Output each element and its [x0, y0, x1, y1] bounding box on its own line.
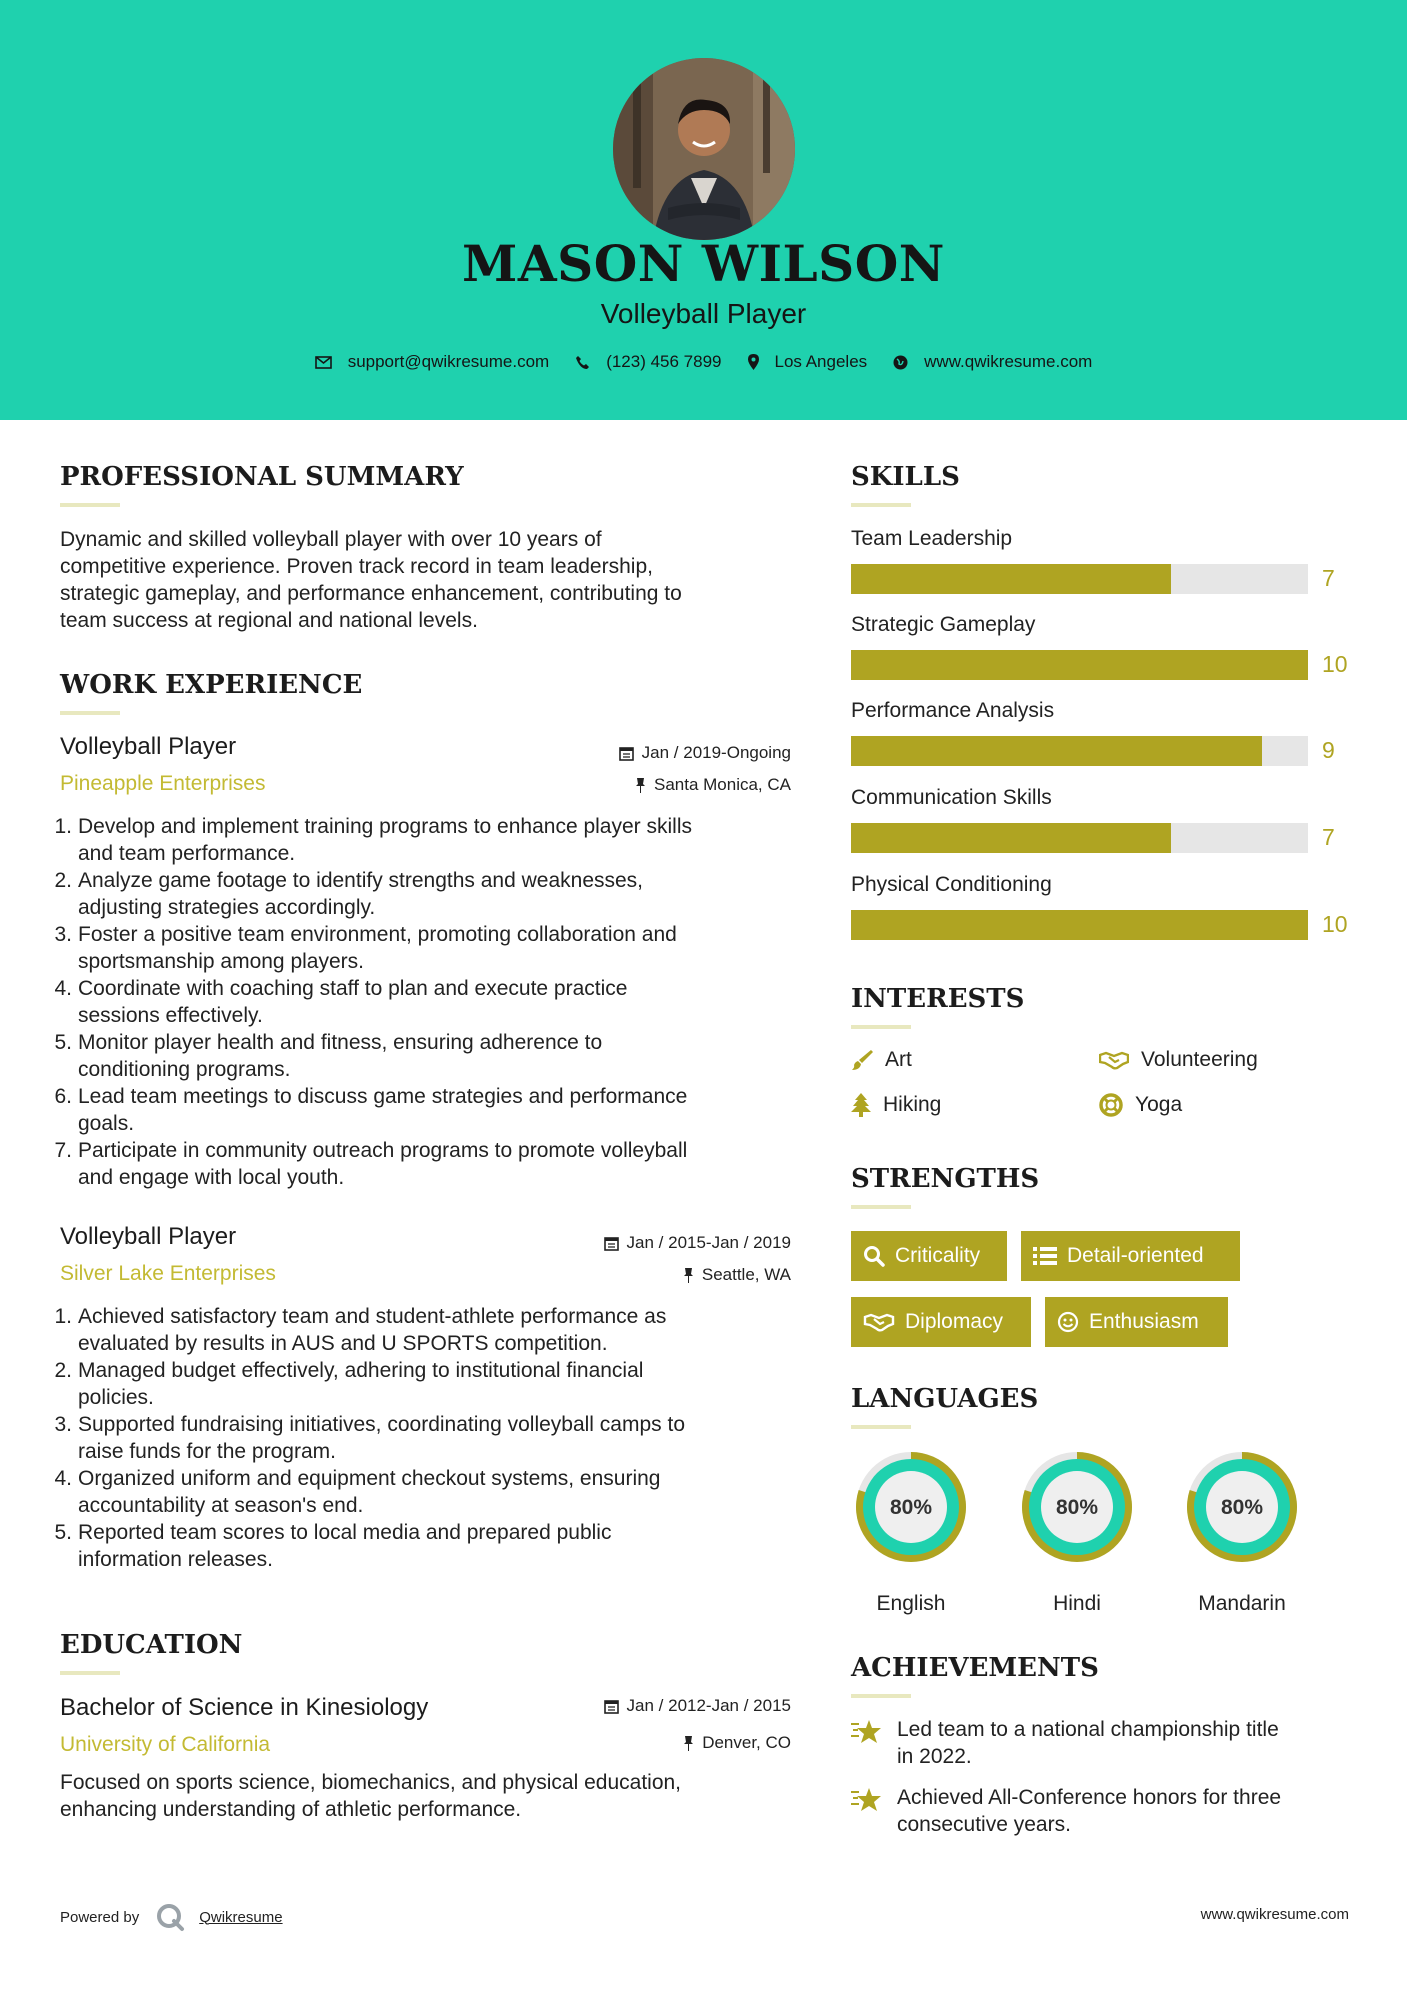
skill-value: 7	[1322, 565, 1335, 591]
education-description	[60, 1769, 820, 1823]
skill-bar-fill	[851, 823, 1171, 853]
language-percent: 80%	[889, 1496, 933, 1519]
skill-bar-track	[851, 564, 1308, 594]
list-item: 1. Develop and implement training programs to enhance player skills and team performance.	[54, 815, 692, 865]
achievement-item	[851, 1716, 1361, 1770]
education-dates	[604, 1696, 791, 1716]
skill-value: 7	[1322, 824, 1335, 850]
list-item: 3. Supported fundraising initiatives, coordinating volleyball camps to raise funds for the program.	[54, 1413, 686, 1463]
skill-bar-fill	[851, 736, 1262, 766]
calendar-icon	[619, 746, 634, 761]
education-location	[683, 1733, 791, 1753]
skills-underline	[851, 503, 911, 507]
achievements-underline	[851, 1694, 911, 1698]
language-name: English	[876, 1592, 946, 1615]
skill-bar-fill	[851, 564, 1171, 594]
handshake-icon	[1099, 1050, 1129, 1070]
list-icon	[1033, 1246, 1057, 1266]
job-title: Volleyball Player	[60, 733, 237, 760]
summary-line: strategic gameplay, and performance enhancement, contributing to	[60, 582, 682, 605]
list-item: 2. Analyze game footage to identify strengths and weaknesses, adjusting strategies accordingly.	[54, 869, 644, 919]
header-banner	[0, 0, 1407, 420]
education-line: enhancing understanding of athletic performance.	[60, 1798, 522, 1821]
experience-heading: WORK EXPERIENCE	[60, 670, 363, 700]
experience-underline	[60, 711, 120, 715]
job-dates-text: Jan / 2019-Ongoing	[641, 743, 791, 762]
language-gauge	[1016, 1446, 1138, 1568]
envelope-icon	[315, 356, 332, 369]
job-dates	[619, 743, 791, 763]
language-percent: 80%	[1055, 1496, 1099, 1519]
strength-chip: Criticality	[851, 1231, 1007, 1281]
location-text: Los Angeles	[774, 352, 868, 371]
phone-text: (123) 456 7899	[606, 352, 722, 371]
school-name: University of California	[60, 1733, 271, 1756]
candidate-name: MASON WILSON	[462, 234, 945, 293]
job-location-text: Seattle, WA	[701, 1265, 791, 1284]
achievement-line: consecutive years.	[897, 1813, 1071, 1836]
star-icon	[851, 1718, 883, 1746]
strength-chip: Enthusiasm	[1045, 1297, 1228, 1347]
list-item: 1. Achieved satisfactory team and student-athlete performance as evaluated by results in AUS and U SPORTS competition.	[54, 1305, 667, 1355]
list-item: 4. Coordinate with coaching staff to plan and execute practice sessions effectively.	[54, 977, 628, 1027]
candidate-title: Volleyball Player	[600, 298, 807, 329]
lifering-icon	[1099, 1093, 1123, 1117]
qwikresume-logo-icon	[155, 1902, 185, 1932]
interest-item: Hiking	[851, 1093, 941, 1117]
profile-photo	[613, 58, 795, 240]
job-dates	[604, 1233, 791, 1253]
skill-bar-track	[851, 910, 1308, 940]
degree-title: Bachelor of Science in Kinesiology	[60, 1694, 429, 1721]
language-item	[850, 1446, 972, 1615]
strength-chip: Diplomacy	[851, 1297, 1031, 1347]
globe-icon	[893, 355, 908, 370]
search-icon	[863, 1245, 885, 1267]
list-item: 6. Lead team meetings to discuss game strategies and performance goals.	[54, 1085, 688, 1135]
language-name: Hindi	[1053, 1592, 1101, 1615]
skill-label: Physical Conditioning	[851, 873, 1052, 896]
skill-label: Performance Analysis	[851, 699, 1055, 722]
job-duties	[54, 813, 814, 1191]
smile-icon	[1057, 1311, 1079, 1333]
job-company: Silver Lake Enterprises	[60, 1262, 276, 1285]
skill-bar-track	[851, 736, 1308, 766]
job-location	[683, 1265, 791, 1285]
achievements-heading: ACHIEVEMENTS	[851, 1653, 1099, 1683]
skill-bar-fill	[851, 650, 1308, 680]
job-location-text: Santa Monica, CA	[653, 775, 791, 794]
education-line: Focused on sports science, biomechanics, and physical education,	[60, 1771, 682, 1794]
handshake-icon	[863, 1312, 895, 1332]
achievement-line: in 2022.	[897, 1745, 972, 1768]
achievement-line: Achieved All-Conference honors for three	[897, 1786, 1282, 1809]
interest-item: Volunteering	[1099, 1048, 1258, 1072]
list-item: 5. Monitor player health and fitness, ensuring adherence to conditioning programs.	[54, 1031, 603, 1081]
skill-value: 10	[1322, 911, 1348, 937]
skills-heading: SKILLS	[851, 462, 960, 492]
contact-phone[interactable]	[575, 352, 721, 372]
calendar-icon	[604, 1699, 619, 1714]
education-location-text: Denver, CO	[702, 1733, 791, 1752]
summary-line: team success at regional and national levels.	[60, 609, 478, 632]
list-item: 7. Participate in community outreach programs to promote volleyball and engage with local youth.	[54, 1139, 688, 1189]
education-underline	[60, 1671, 120, 1675]
skill-label: Team Leadership	[851, 527, 1013, 550]
powered-by-text: Powered by	[60, 1908, 140, 1926]
footer-powered-by	[60, 1902, 283, 1932]
interests-underline	[851, 1025, 911, 1029]
list-item: 2. Managed budget effectively, adhering to institutional financial policies.	[54, 1359, 644, 1409]
skill-bar-track	[851, 650, 1308, 680]
pin-icon	[635, 778, 646, 793]
summary-underline	[60, 503, 120, 507]
strengths-heading: STRENGTHS	[851, 1164, 1040, 1194]
contact-location	[748, 352, 868, 372]
strengths-underline	[851, 1205, 911, 1209]
skill-value: 9	[1322, 737, 1335, 763]
email-text: support@qwikresume.com	[347, 352, 550, 371]
skill-label: Communication Skills	[851, 786, 1052, 809]
interests-heading: INTERESTS	[851, 984, 1025, 1014]
list-item: 5. Reported team scores to local media and prepared public information releases.	[54, 1521, 612, 1571]
language-item	[1181, 1446, 1303, 1615]
map-marker-icon	[748, 354, 759, 370]
education-dates-text: Jan / 2012-Jan / 2015	[626, 1696, 791, 1715]
languages-underline	[851, 1425, 911, 1429]
tree-icon	[851, 1093, 871, 1117]
star-icon	[851, 1786, 883, 1814]
summary-text	[60, 526, 800, 634]
contact-website[interactable]	[893, 352, 1092, 372]
pin-icon	[683, 1268, 694, 1283]
language-item	[1016, 1446, 1138, 1615]
job-title: Volleyball Player	[60, 1223, 237, 1250]
interest-item: Yoga	[1099, 1093, 1182, 1117]
language-percent: 80%	[1220, 1496, 1264, 1519]
summary-line: Dynamic and skilled volleyball player with over 10 years of	[60, 528, 602, 551]
qwikresume-link[interactable]: Qwikresume	[199, 1908, 283, 1926]
languages-heading: LANGUAGES	[851, 1384, 1039, 1414]
education-heading: EDUCATION	[60, 1630, 243, 1660]
list-item: 3. Foster a positive team environment, promoting collaboration and sportsmanship among players.	[54, 923, 677, 973]
skill-value: 10	[1322, 651, 1348, 677]
website-text: www.qwikresume.com	[924, 352, 1093, 371]
interest-item: Art	[851, 1048, 912, 1072]
paintbrush-icon	[851, 1049, 873, 1071]
job-company: Pineapple Enterprises	[60, 772, 266, 795]
achievement-item	[851, 1784, 1361, 1838]
language-name: Mandarin	[1198, 1592, 1286, 1615]
list-item: 4. Organized uniform and equipment checkout systems, ensuring accountability at season's end.	[54, 1467, 661, 1517]
skill-bar-fill	[851, 910, 1308, 940]
pin-icon	[683, 1736, 694, 1751]
language-gauge	[1181, 1446, 1303, 1568]
summary-line: competitive experience. Proven track record in team leadership,	[60, 555, 653, 578]
strength-chip: Detail-oriented	[1021, 1231, 1240, 1281]
contact-email[interactable]	[315, 352, 550, 372]
job-dates-text: Jan / 2015-Jan / 2019	[626, 1233, 791, 1252]
calendar-icon	[604, 1236, 619, 1251]
contact-bar	[0, 352, 1407, 372]
skill-bar-track	[851, 823, 1308, 853]
job-duties	[54, 1303, 814, 1573]
job-location	[635, 775, 791, 795]
skill-label: Strategic Gameplay	[851, 613, 1036, 636]
phone-icon	[575, 355, 590, 370]
summary-heading: PROFESSIONAL SUMMARY	[60, 462, 464, 492]
footer-website[interactable]: www.qwikresume.com	[1200, 1906, 1349, 1923]
language-gauge	[850, 1446, 972, 1568]
achievement-line: Led team to a national championship title	[897, 1718, 1279, 1741]
